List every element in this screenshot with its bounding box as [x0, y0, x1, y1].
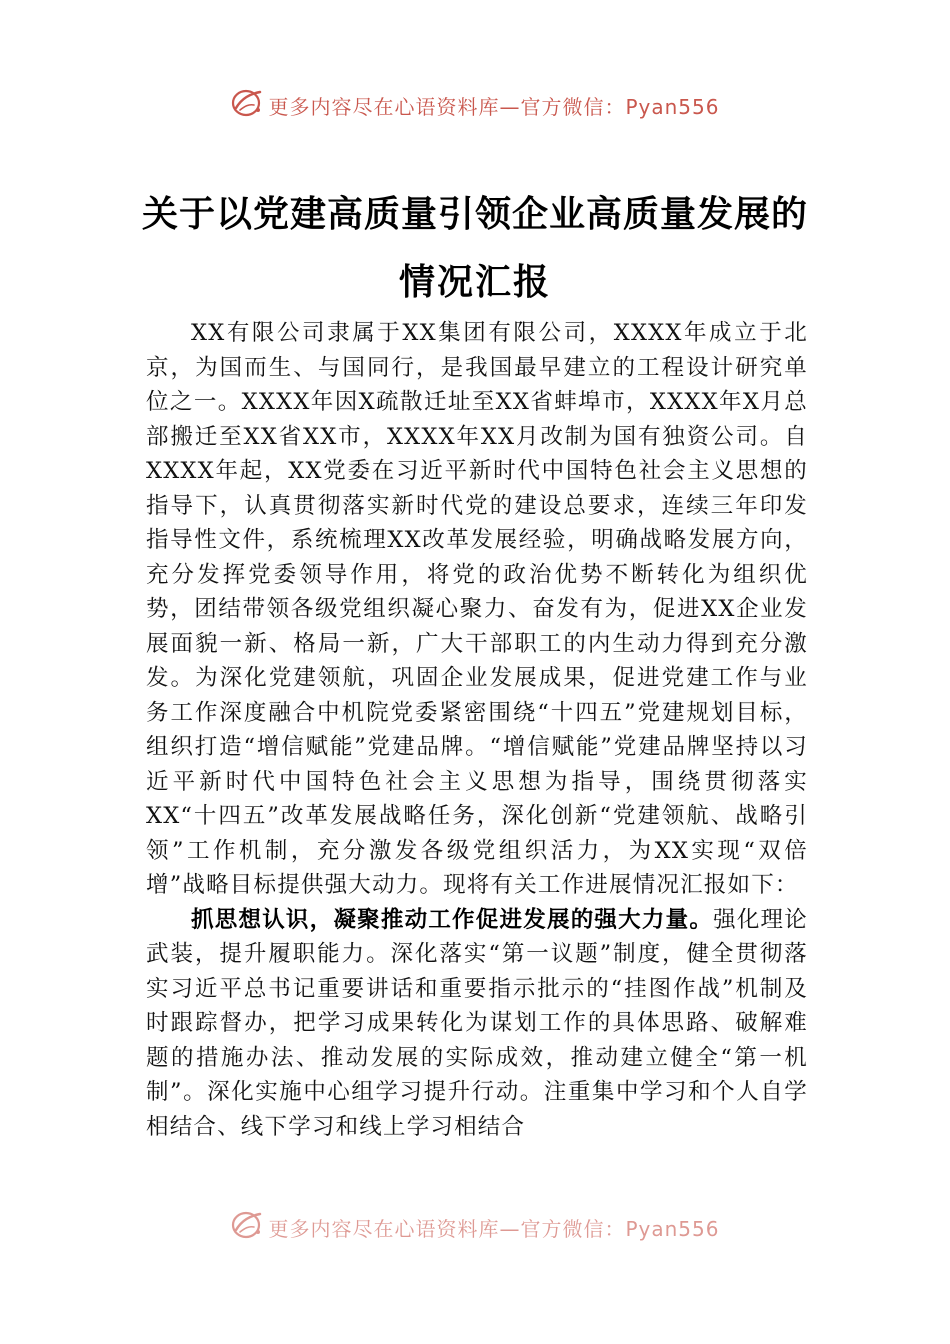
brand-logo-icon [230, 88, 264, 123]
document-title-line-2: 情况汇报 [398, 261, 551, 303]
brand-logo-icon [230, 1210, 264, 1245]
watermark-header [0, 88, 950, 123]
paragraph-ideology-heading: 抓思想认识，凝聚推动工作促进发展的强大力量。 [191, 906, 714, 933]
paragraph-intro [146, 316, 808, 903]
watermark-text: 更多内容尽在心语资料库—官方微信：Pyan556 [268, 1217, 720, 1241]
document-body [146, 316, 808, 1220]
watermark-text: 更多内容尽在心语资料库—官方微信：Pyan556 [268, 95, 720, 119]
document-title-line-1: 关于以党建高质量引领企业高质量发展的 [141, 193, 808, 235]
watermark-footer [0, 1210, 950, 1245]
paragraph-intro-text: XX有限公司隶属于XX集团有限公司，XXXX年成立于北京，为国而生、与国同行，是我国最早建立的工程设计研究单位之一。XXXX年因X疏散迁址至XX省蚌埠市，XXXX年X月总部搬迁至XX省XX市，XXXX年XX月改制为国有独资公司。自XXXX年起，XX党委在习近平新时代中国特色社会主义思想的指导下，认真贯彻落实新时代党的建设总要求，连续三年印发指导性文件，系统梳理XX改革发展经验，明确战略发展方向，充分发挥党委领导作用，将党的政治优势不断转化为组织优势，团结带领各级党组织凝心聚力、奋发有为，促进XX企业发展面貌一新、格局一新，广大干部职工的内生动力得到充分激发。为深化党建领航，巩固企业发展成果，促进党建工作与业务工作深度融合中机院党委紧密围绕“十四五”党建规划目标，组织打造“增信赋能”党建品牌。“增信赋能”党建品牌坚持以习近平新时代中国特色社会主义思想为指导，围绕贯彻落实XX“十四五”改革发展战略任务，深化创新“党建领航、战略引领”工作机制，充分激发各级党组织活力，为XX实现“双倍增”战略目标提供强大动力。现将有关工作进展情况汇报如下： [146, 320, 808, 898]
paragraph-ideology-text: 强化理论武装，提升履职能力。深化落实“第一议题”制度，健全贯彻落实习近平总书记重要讲话和重要指示批示的“挂图作战”机制及时跟踪督办，把学习成果转化为谋划工作的具体思路、破解难题的措施办法、推动发展的实际成效，推动建立健全“第一机制”。深化实施中心组学习提升行动。注重集中学习和个人自学相结合、线下学习和线上学习相结合 [146, 906, 808, 1140]
paragraph-ideology [146, 903, 808, 1145]
